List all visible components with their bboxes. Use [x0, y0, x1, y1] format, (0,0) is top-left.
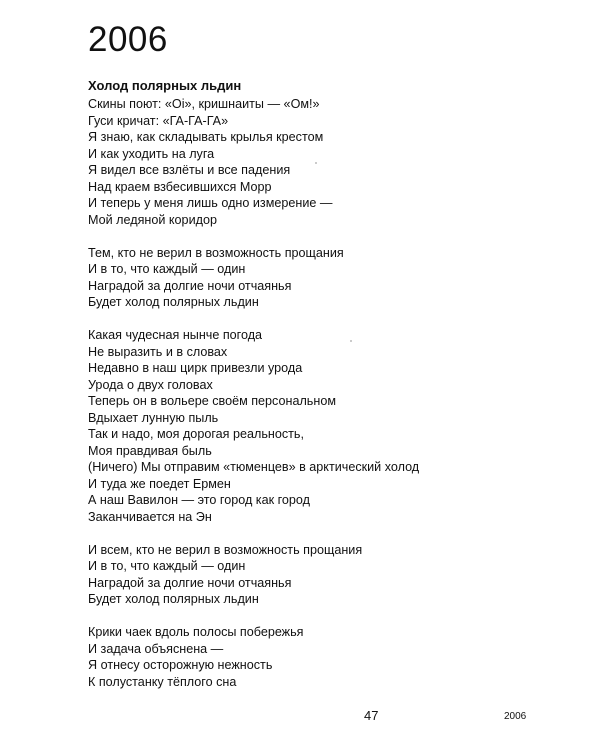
poem-line: И теперь у меня лишь одно измерение — [88, 196, 333, 210]
poem-line: Будет холод полярных льдин [88, 295, 259, 309]
poem-line: Недавно в наш цирк привезли урода [88, 361, 303, 375]
poem-line: Скины поют: «Oi», кришнаиты — «Ом!» [88, 97, 320, 111]
poem-line: Мой ледяной коридор [88, 212, 217, 227]
page-number: 47 [364, 708, 379, 723]
stanza [88, 245, 528, 311]
poem-line: И как уходить на луга [88, 146, 215, 161]
poem-line: И всем, кто не верил в возможность прощания [88, 542, 363, 557]
poem-line: Я знаю, как складывать крылья крестом [88, 130, 324, 144]
poem-body [88, 96, 528, 707]
poem-line: (Ничего) Мы отправим «тюменцев» в арктический холод [88, 460, 420, 474]
year-heading: 2006 [88, 20, 168, 59]
poem-line: Не выразить и в словах [88, 344, 228, 359]
poem-line: Тем, кто не верил в возможность прощания [88, 245, 344, 260]
poem-line: Наградой за долгие ночи отчаянья [88, 575, 292, 590]
poem-line: Урода о двух головах [88, 377, 213, 392]
poem-line: Какая чудесная нынче погода [88, 328, 263, 342]
poem-line: Гуси кричат: «ГА-ГА-ГА» [88, 113, 229, 128]
poem-line: Моя правдивая быль [88, 443, 212, 458]
stanza [88, 542, 528, 608]
stanza [88, 96, 528, 228]
poem-line: И в то, что каждый — один [88, 559, 246, 573]
poem-title: Холод полярных льдин [88, 78, 242, 93]
poem-line: Заканчивается на Эн [88, 509, 212, 524]
poem-line: Я видел все взлёты и все падения [88, 163, 291, 177]
scan-speck [315, 162, 317, 164]
running-footer: 2006 [504, 711, 527, 722]
poem-line: И в то, что каждый — один [88, 262, 246, 276]
poem-line: Так и надо, моя дорогая реальность, [88, 427, 304, 441]
poem-line: Над краем взбесившихся Морр [88, 179, 272, 194]
poem-line: Я отнесу осторожную нежность [88, 658, 273, 672]
poem-line: А наш Вавилон — это город как город [88, 493, 311, 507]
stanza [88, 327, 528, 525]
poem-line: Крики чаек вдоль полосы побережья [88, 625, 304, 639]
scan-speck [350, 340, 352, 342]
stanza [88, 624, 528, 690]
poem-line: И задача объяснена — [88, 641, 224, 656]
poem-line: Вдыхает лунную пыль [88, 410, 219, 425]
poem-line: И туда же поедет Ермен [88, 476, 231, 491]
poem-line: К полустанку тёплого сна [88, 674, 237, 689]
poem-line: Будет холод полярных льдин [88, 592, 259, 606]
poem-line: Теперь он в вольере своём персональном [88, 394, 336, 408]
poem-line: Наградой за долгие ночи отчаянья [88, 278, 292, 293]
